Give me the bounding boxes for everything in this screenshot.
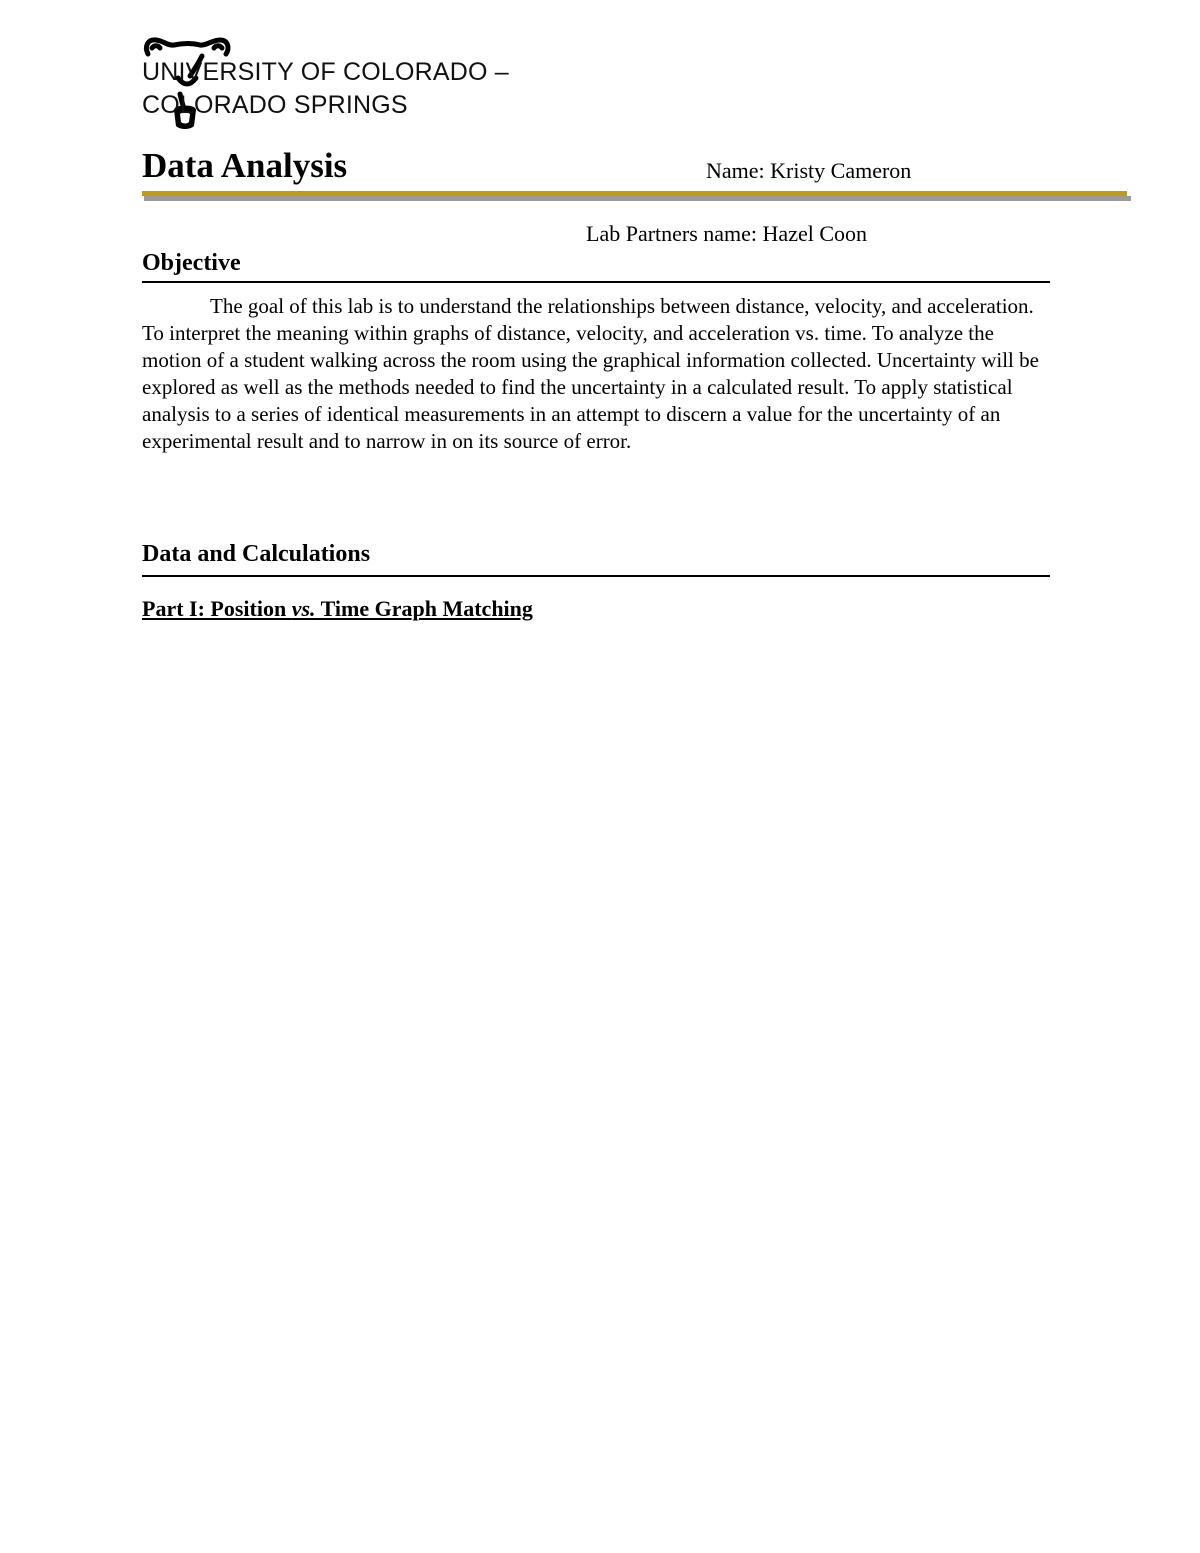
data-calculations-rule — [142, 575, 1050, 577]
document-title: Data Analysis — [142, 146, 348, 185]
part1-title — [142, 595, 533, 623]
university-name — [142, 56, 509, 122]
objective-paragraph: The goal of this lab is to understand the relationships between distance, velocity, and acceleration. To interpret the meaning within graphs of distance, velocity, and acceleration vs. time. To analyze the motion of a student walking across the room using the graphical information collected. Uncertainty will be explored as well as the methods needed to find the uncertainty in a calculated result. To apply statistical analysis to a series of identical measurements in an attempt to discern a value for the uncertainty of an experimental result and to narrow in on its source of error. — [142, 294, 1039, 453]
title-rule-shadow — [144, 196, 1131, 201]
university-line-2: COLORADO SPRINGS — [142, 91, 408, 119]
part1-title-prefix: Part I: Position — [142, 596, 292, 621]
part1-title-suffix: Time Graph Matching — [315, 596, 533, 621]
data-calculations-heading: Data and Calculations — [142, 541, 371, 567]
university-line-1: UNIVERSITY OF COLORADO – — [142, 58, 509, 86]
student-name: Name: Kristy Cameron — [706, 158, 912, 183]
lab-partners: Lab Partners name: Hazel Coon — [586, 221, 868, 246]
objective-heading: Objective — [142, 250, 241, 276]
part1-title-vs: vs. — [291, 596, 316, 621]
title-rule — [142, 191, 1127, 196]
objective-rule — [142, 281, 1050, 283]
